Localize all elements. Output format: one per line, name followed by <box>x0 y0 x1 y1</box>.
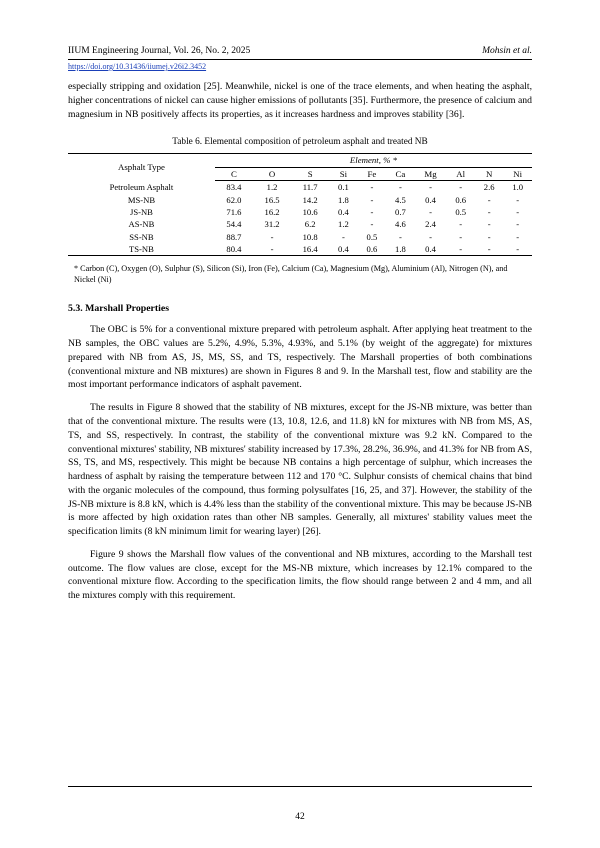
page-number: 42 <box>295 812 305 822</box>
cell: - <box>253 243 291 256</box>
cell: 1.8 <box>386 243 414 256</box>
header-col-ni: Ni <box>503 167 532 180</box>
cell: 1.8 <box>338 194 349 205</box>
cell: 54.4 <box>226 219 242 230</box>
header-col-n: N <box>475 167 503 180</box>
page-header <box>68 46 532 60</box>
cell: - <box>516 219 520 230</box>
header-element-group: Element, % * <box>215 154 532 167</box>
header-col-s: S <box>291 167 329 180</box>
header-col-si: Si <box>329 167 357 180</box>
cell: 16.5 <box>264 194 280 205</box>
paragraph-1: especially stripping and oxidation [25]. Meanwhile, nickel is one of the trace elements, and when heating the asphalt, higher concentrations of nickel can cause higher emissions of pollutants [35]. Furthermore, the presence of calcium and magnesium in NB positively affects its properties, as it increases hardness and improves stability [36]. <box>68 81 532 120</box>
cell: 16.2 <box>264 206 280 217</box>
header-asphalt-type: Asphalt Type <box>68 154 215 181</box>
table-row <box>68 206 532 218</box>
cell: - <box>370 182 374 193</box>
cell: 0.6 <box>455 194 467 205</box>
cell: - <box>487 231 491 242</box>
cell: 11.7 <box>302 182 318 193</box>
cell: 4.5 <box>395 194 406 205</box>
cell: - <box>487 206 491 217</box>
cell: - <box>516 206 520 217</box>
cell: - <box>516 231 520 242</box>
header-col-al: Al <box>446 167 474 180</box>
table-header-row-group <box>68 154 532 167</box>
paragraph-4: Figure 9 shows the Marshall flow values of the conventional and NB mixtures, according to the Marshall test outcome. The flow values are close, except for the MS-NB mixture, which increases by 12.1% compared to the conventional mixture flow. According to the specification limits, the flow should range between 2 and 4 mm, and all the mixtures comply with this requirement. <box>68 548 532 602</box>
cell: - <box>487 219 491 230</box>
table-row <box>68 231 532 243</box>
row-label: SS-NB <box>129 231 154 242</box>
cell: 88.7 <box>226 231 242 242</box>
cell: 0.5 <box>455 206 467 217</box>
header-col-fe: Fe <box>358 167 386 180</box>
table-footnote: * Carbon (C), Oxygen (O), Sulphur (S), Silicon (Si), Iron (Fe), Calcium (Ca), Magnesium (Mg), Aluminium (Al), Nitrogen (N), and Nickel (Ni) <box>74 264 508 285</box>
cell: - <box>459 182 463 193</box>
cell: - <box>429 231 432 242</box>
table-row <box>68 218 532 230</box>
page-content <box>68 46 532 603</box>
cell: - <box>398 182 402 193</box>
cell: - <box>370 219 374 230</box>
table-body <box>68 181 532 256</box>
cell: 1.2 <box>266 182 278 193</box>
cell: 71.6 <box>226 206 242 217</box>
cell: 0.5 <box>366 231 378 242</box>
header-col-mg: Mg <box>415 167 447 180</box>
cell: - <box>446 243 474 256</box>
cell: 1.0 <box>512 182 524 193</box>
cell: 0.4 <box>338 206 349 217</box>
paragraph-2: The OBC is 5% for a conventional mixture prepared with petroleum asphalt. After applying heat treatment to the NB samples, the OBC values are 5.2%, 4.9%, 5.3%, 4.93%, and 5.1% (by weight of the aggregate) for mixtures prepared with NB from AS, JS, MS, SS, and TS, respectively. The Marshall properties of both combinations (conventional mixture and NB mixtures) are shown in Figures 8 and 9. In the Marshall test, flow and stability are the most important performance indicators of asphalt pavement. <box>68 324 532 391</box>
cell: 80.4 <box>215 243 253 256</box>
cell: - <box>429 182 432 193</box>
author-names: Mohsin et al. <box>482 46 532 56</box>
footer-divider <box>68 786 532 787</box>
table-row <box>68 193 532 205</box>
cell: 16.4 <box>291 243 329 256</box>
table-caption: Table 6. Elemental composition of petroleum asphalt and treated NB <box>172 137 428 148</box>
cell: - <box>429 206 432 217</box>
cell: 6.2 <box>304 219 316 230</box>
paragraph-3: The results in Figure 8 showed that the stability of NB mixtures, except for the JS-NB mixture, was better than that of the conventional mixture. The results were (13, 10.8, 12.6, and 11.8) kN for mixtures with NB from MS, AS, TS, and SS, respectively. In contrast, the stability of the conventional mixture was 9.2 kN. Compared to the conventional mixtures' stability, NB mixtures' stability increased by 17.3%, 28.2%, 36.9%, and 41.3% for NB from AS, SS, TS, and MS, respectively. This might be because NB contains a high percentage of sulphur, which increases the hardness of asphalt by raising the temperature between 112 and 170 °C. Sulphur consists of chemical chains that bind with the organic molecules of the compound, thus forming polysulfates [16, 25, and 37]. However, the stability of the JS-NB mixture is 8.8 kN, which is 4.4% less than the stability of the conventional mixture. This may be because JS-NB is more affected by high oxidation rates than other NB samples. Generally, all mixtures' stability values meet the specification limits (8 kN minimum limit for wearing layer) [26]. <box>68 402 532 538</box>
cell: - <box>487 194 491 205</box>
cell: 62.0 <box>226 194 242 205</box>
cell: 31.2 <box>264 219 280 230</box>
cell: 0.4 <box>329 243 357 256</box>
cell: - <box>475 243 503 256</box>
cell: 0.7 <box>395 206 406 217</box>
cell: 10.8 <box>302 231 318 242</box>
elemental-composition-table <box>68 153 532 256</box>
row-label: TS-NB <box>68 243 215 256</box>
section-heading: 5.3. Marshall Properties <box>68 303 170 315</box>
row-label: MS-NB <box>127 194 156 205</box>
cell: - <box>459 219 463 230</box>
row-label: AS-NB <box>128 219 155 230</box>
cell: 4.6 <box>395 219 406 230</box>
cell: 83.4 <box>226 182 242 193</box>
cell: - <box>370 206 374 217</box>
row-label: JS-NB <box>129 206 153 217</box>
cell: 0.4 <box>425 194 436 205</box>
cell: 0.6 <box>358 243 386 256</box>
cell: 0.4 <box>415 243 447 256</box>
journal-citation: IIUM Engineering Journal, Vol. 26, No. 2, 2025 <box>68 46 251 56</box>
cell: - <box>459 231 463 242</box>
header-col-o: O <box>253 167 291 180</box>
table-head <box>68 154 532 181</box>
cell: 14.2 <box>302 194 318 205</box>
table-row <box>68 181 532 194</box>
cell: 10.6 <box>302 206 318 217</box>
table-row <box>68 243 532 256</box>
cell: - <box>341 231 345 242</box>
cell: - <box>503 243 532 256</box>
header-col-ca: Ca <box>386 167 414 180</box>
cell: 0.1 <box>338 182 349 193</box>
cell: - <box>516 194 520 205</box>
cell: 1.2 <box>338 219 349 230</box>
header-col-c: C <box>215 167 253 180</box>
cell: - <box>398 231 402 242</box>
doi-link[interactable]: https://doi.org/10.31436/iiumej.v26i2.3452 <box>68 62 207 71</box>
row-label: Petroleum Asphalt <box>109 181 174 192</box>
cell: 2.4 <box>425 219 436 230</box>
cell: - <box>270 231 274 242</box>
cell: 2.6 <box>483 182 495 193</box>
cell: - <box>370 194 374 205</box>
